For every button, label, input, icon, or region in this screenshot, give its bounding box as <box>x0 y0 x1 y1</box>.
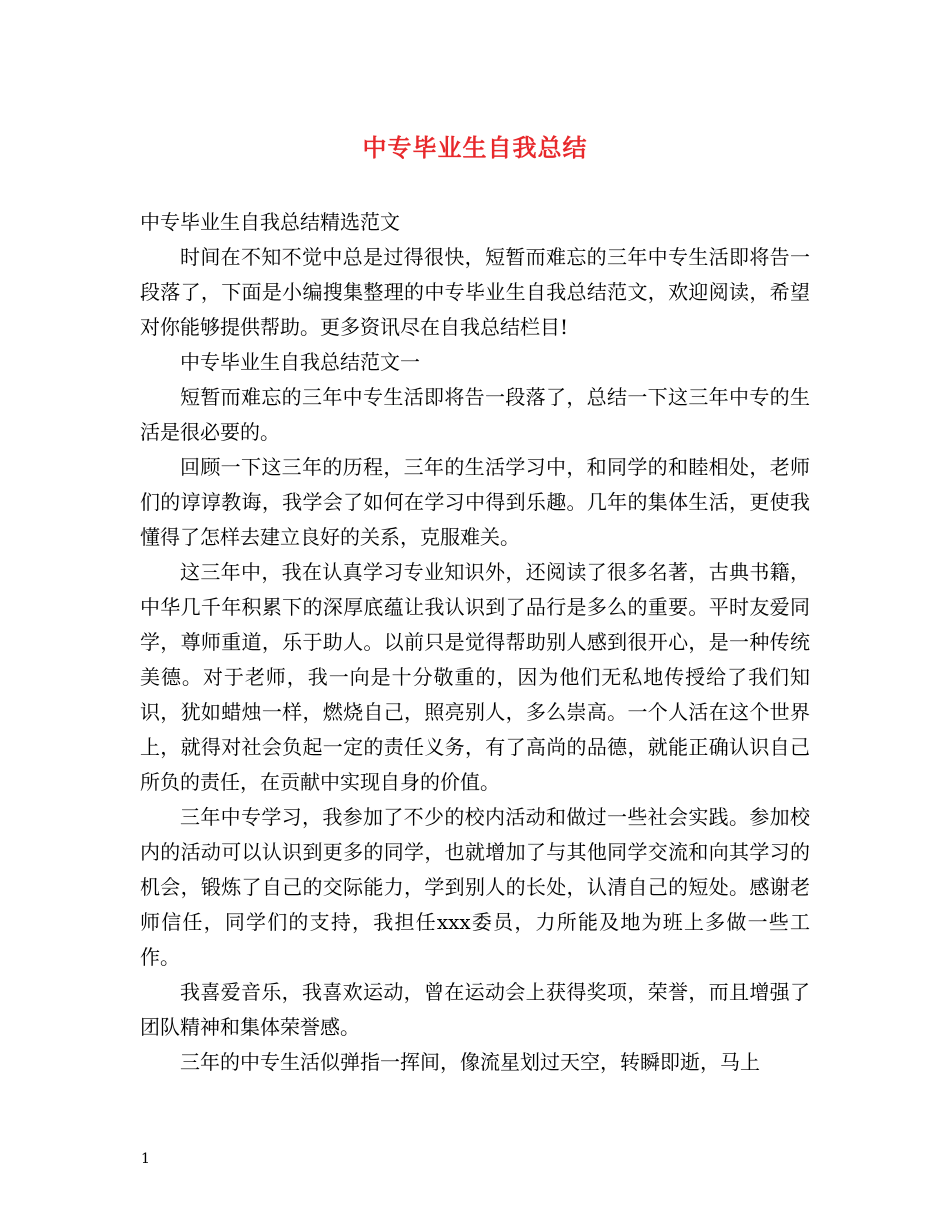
document-title: 中专毕业生自我总结 <box>362 133 588 162</box>
section-heading: 中专毕业生自我总结范文一 <box>180 350 420 374</box>
document-body <box>140 205 810 1080</box>
body-paragraph: 短暂而难忘的三年中专生活即将告一段落了，总结一下这三年中专的生活是很必要的。 <box>140 385 810 444</box>
body-paragraph: 三年中专学习，我参加了不少的校内活动和做过一些社会实践。参加校内的活动可以认识到更多的同学，也就增加了与其他同学交流和向其学习的机会，锻炼了自己的交际能力，学到别人的长处，认清自己的短处。感谢老师信任，同学们的支持，我担任xxx委员，力所能及地为班上多做一些工作。 <box>140 805 810 969</box>
body-paragraph: 回顾一下这三年的历程，三年的生活学习中，和同学的和睦相处，老师们的谆谆教诲，我学会了如何在学习中得到乐趣。几年的集体生活，更使我懂得了怎样去建立良好的关系，克服难关。 <box>140 455 810 549</box>
subtitle-paragraph: 中专毕业生自我总结精选范文 <box>140 210 400 234</box>
page-number: 1 <box>141 1151 150 1167</box>
body-paragraph: 我喜爱音乐，我喜欢运动，曾在运动会上获得奖项，荣誉，而且增强了团队精神和集体荣誉感。 <box>140 980 810 1039</box>
body-paragraph: 这三年中，我在认真学习专业知识外，还阅读了很多名著，古典书籍，中华几千年积累下的深厚底蕴让我认识到了品行是多么的重要。平时友爱同学，尊师重道，乐于助人。以前只是觉得帮助别人感到很开心，是一种传统美德。对于老师，我一向是十分敬重的，因为他们无私地传授给了我们知识，犹如蜡烛一样，燃烧自己，照亮别人，多么崇高。一个人活在这个世界上，就得对社会负起一定的责任义务，有了高尚的品德，就能正确认识自己所负的责任，在贡献中实现自身的价值。 <box>140 560 810 794</box>
body-paragraph: 时间在不知不觉中总是过得很快，短暂而难忘的三年中专生活即将告一段落了，下面是小编搜集整理的中专毕业生自我总结范文，欢迎阅读，希望对你能够提供帮助。更多资讯尽在自我总结栏目! <box>140 245 810 339</box>
body-paragraph: 三年的中专生活似弹指一挥间，像流星划过天空，转瞬即逝，马上 <box>180 1050 760 1074</box>
